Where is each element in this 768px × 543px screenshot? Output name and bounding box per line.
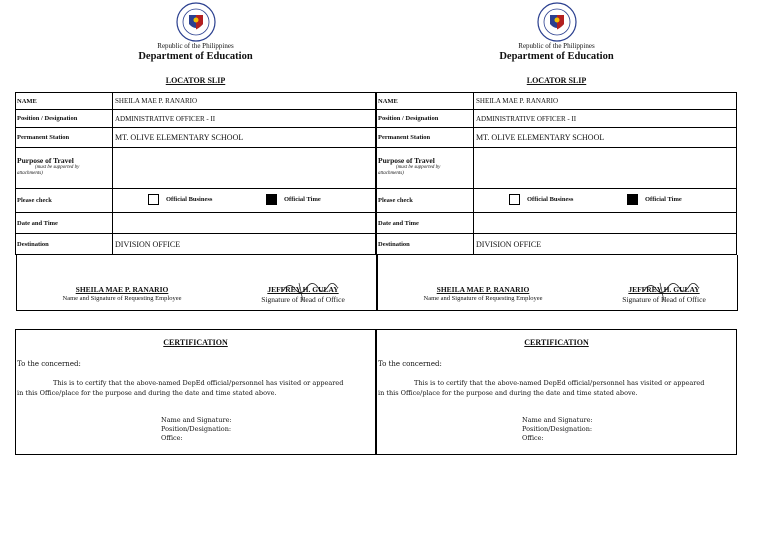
datetime-row <box>377 213 736 234</box>
head-name: JEFFREY H. GULAY <box>628 285 700 294</box>
deped-seal-icon <box>537 2 577 42</box>
deped-seal-icon <box>176 2 216 42</box>
certification-fields <box>161 416 232 443</box>
datetime-label: Date and Time <box>16 213 113 233</box>
official-time-checkbox[interactable] <box>266 194 277 205</box>
destination-label: Destination <box>377 234 474 255</box>
station-label: Permanent Station <box>377 128 474 147</box>
station-value[interactable]: MT. OLIVE ELEMENTARY SCHOOL <box>476 133 605 142</box>
station-row <box>377 128 736 148</box>
datetime-value[interactable] <box>114 213 375 233</box>
position-row <box>377 110 736 128</box>
signature-area <box>16 255 377 311</box>
purpose-note-2: attachments) <box>378 171 404 176</box>
purpose-note-1: (must be supported by <box>35 165 80 170</box>
purpose-row <box>16 148 375 189</box>
purpose-note-2: attachments) <box>17 171 43 176</box>
certification-box <box>376 329 737 455</box>
datetime-label: Date and Time <box>377 213 474 233</box>
purpose-label: Purpose of Travel <box>378 156 435 165</box>
name-label: NAME <box>377 93 474 109</box>
destination-row <box>16 234 375 255</box>
datetime-row <box>16 213 375 234</box>
name-value[interactable]: SHEILA MAE P. RANARIO <box>115 97 198 105</box>
position-value[interactable]: ADMINISTRATIVE OFFICER - II <box>476 114 577 123</box>
certification-fields <box>522 416 593 443</box>
purpose-row <box>377 148 736 189</box>
locator-form <box>376 92 737 304</box>
position-label: Position / Designation <box>16 110 113 127</box>
cert-office-field: Office: <box>161 434 183 442</box>
position-row <box>16 110 375 128</box>
head-caption: Signature of Head of Office <box>622 295 706 304</box>
official-business-label: Official Business <box>166 196 213 203</box>
station-label: Permanent Station <box>16 128 113 147</box>
department-title: Department of Education <box>499 51 614 62</box>
position-label: Position / Designation <box>377 110 474 127</box>
republic-text: Republic of the Philippines <box>518 42 595 50</box>
certification-to: To the concerned: <box>17 360 81 368</box>
destination-value[interactable]: DIVISION OFFICE <box>476 240 542 249</box>
purpose-value[interactable] <box>475 148 736 188</box>
republic-text: Republic of the Philippines <box>157 42 234 50</box>
locator-slip-title: LOCATOR SLIP <box>165 76 226 85</box>
station-value[interactable]: MT. OLIVE ELEMENTARY SCHOOL <box>115 133 244 142</box>
certification-body: This is to certify that the above-named DepEd official/personnel has visited or appeared in this Office/place for the purpose and during the date and time stated above. <box>17 379 344 397</box>
station-row <box>16 128 375 148</box>
position-value[interactable]: ADMINISTRATIVE OFFICER - II <box>115 114 216 123</box>
employee-caption: Name and Signature of Requesting Employee <box>423 295 543 302</box>
official-time-label: Official Time <box>284 196 321 203</box>
head-caption: Signature of Head of Office <box>261 295 345 304</box>
official-business-checkbox[interactable] <box>148 194 159 205</box>
name-row <box>16 93 375 110</box>
locator-slip-title: LOCATOR SLIP <box>526 76 587 85</box>
cert-name-field: Name and Signature: <box>522 416 593 424</box>
head-name: JEFFREY H. GULAY <box>267 285 339 294</box>
name-value[interactable]: SHEILA MAE P. RANARIO <box>476 97 559 105</box>
cert-office-field: Office: <box>522 434 544 442</box>
signature-area <box>377 255 738 311</box>
official-business-label: Official Business <box>527 196 574 203</box>
name-row <box>377 93 736 110</box>
certification-to: To the concerned: <box>378 360 442 368</box>
destination-label: Destination <box>16 234 113 255</box>
department-title: Department of Education <box>138 51 253 62</box>
official-time-checkbox[interactable] <box>627 194 638 205</box>
employee-name: SHEILA MAE P. RANARIO <box>436 285 530 294</box>
datetime-value[interactable] <box>475 213 736 233</box>
official-business-checkbox[interactable] <box>509 194 520 205</box>
cert-position-field: Position/Designation: <box>161 425 232 433</box>
check-row <box>16 189 375 213</box>
check-label: Please check <box>16 189 113 212</box>
destination-value[interactable]: DIVISION OFFICE <box>115 240 181 249</box>
employee-name: SHEILA MAE P. RANARIO <box>75 285 169 294</box>
employee-caption: Name and Signature of Requesting Employee <box>62 295 182 302</box>
cert-name-field: Name and Signature: <box>161 416 232 424</box>
official-time-label: Official Time <box>645 196 682 203</box>
purpose-label-cell <box>377 148 474 188</box>
certification-title: CERTIFICATION <box>163 338 228 347</box>
purpose-label: Purpose of Travel <box>17 156 74 165</box>
check-row <box>377 189 736 213</box>
certification-title: CERTIFICATION <box>524 338 589 347</box>
purpose-note-1: (must be supported by <box>396 165 441 170</box>
certification-body: This is to certify that the above-named DepEd official/personnel has visited or appeared in this Office/place for the purpose and during the date and time stated above. <box>378 379 705 397</box>
destination-row <box>377 234 736 255</box>
certification-box <box>15 329 376 455</box>
name-label: NAME <box>16 93 113 109</box>
cert-position-field: Position/Designation: <box>522 425 593 433</box>
purpose-label-cell <box>16 148 113 188</box>
locator-form <box>15 92 376 304</box>
check-label: Please check <box>377 189 474 212</box>
purpose-value[interactable] <box>114 148 375 188</box>
